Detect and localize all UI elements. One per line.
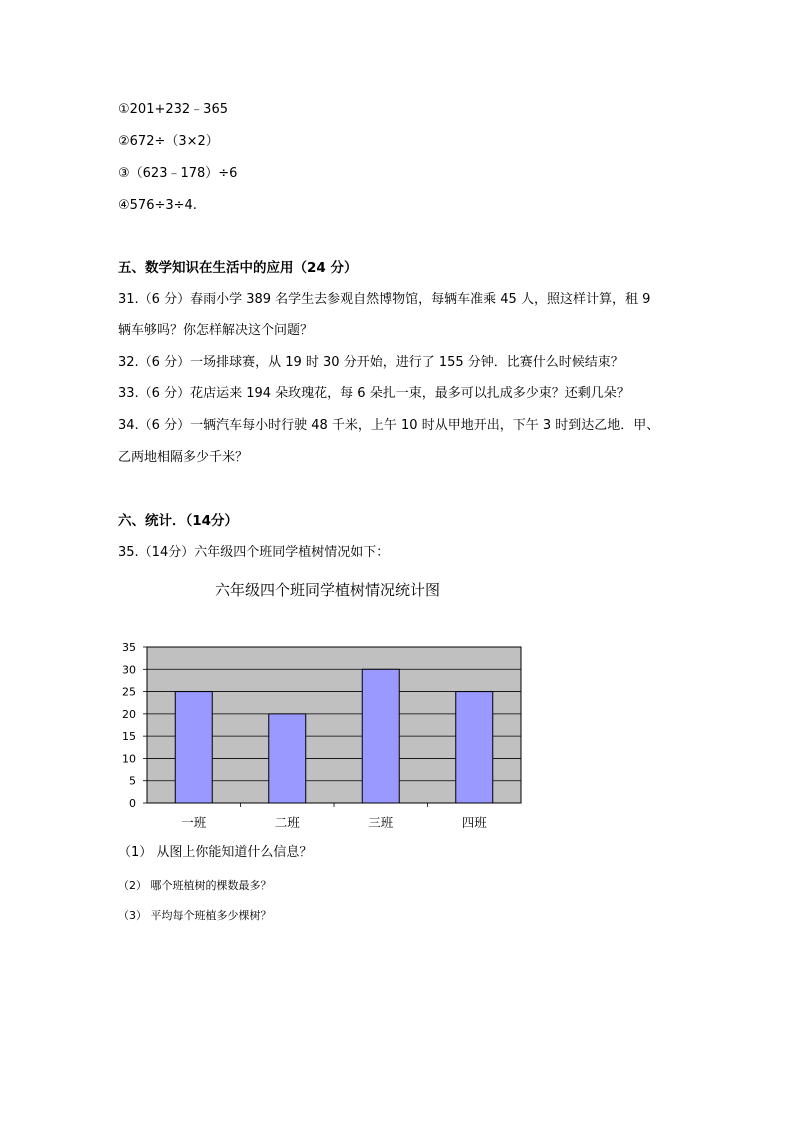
y-tick-label: 25 — [122, 685, 136, 699]
y-tick-label: 10 — [122, 752, 136, 766]
expression-4: ④576÷3÷4. — [118, 198, 197, 213]
y-tick-label: 35 — [122, 641, 136, 654]
x-category-label: 四班 — [461, 815, 487, 830]
y-tick-label: 20 — [122, 707, 136, 721]
bar-4 — [456, 692, 493, 803]
section-6-title: 六、统计．（14分） — [118, 513, 239, 529]
bar-2 — [269, 714, 306, 803]
x-category-label: 二班 — [274, 815, 300, 830]
y-tick-label: 0 — [129, 797, 136, 810]
expression-2: ②672÷（3×2） — [118, 134, 219, 149]
chart-title: 六年级四个班同学植树情况统计图 — [215, 581, 441, 599]
question-34-line-2: 乙两地相隔多少千米？ — [118, 450, 249, 465]
x-category-label: 一班 — [181, 815, 207, 830]
x-category-label: 三班 — [368, 815, 394, 830]
question-33: 33.（6 分）花店运来 194 朵玫瑰花，每 6 朵扎一束，最多可以扎成多少束？还剩几朵？ — [118, 386, 630, 401]
question-34-line-1: 34.（6 分）一辆汽车每小时行驶 48 千米，上午 10 时从甲地开出，下午 3 时到达乙地．甲、 — [118, 418, 660, 433]
y-tick-label: 30 — [122, 663, 136, 677]
question-35: 35.（14分）六年级四个班同学植树情况如下： — [118, 545, 390, 560]
question-32: 32.（6 分）一场排球赛，从 19 时 30 分开始，进行了 155 分钟．比赛什么时候结束？ — [118, 355, 624, 370]
sub-question-2: （2） 哪个班植树的棵数最多？ — [118, 879, 272, 892]
sub-question-3: （3） 平均每个班植多少棵树？ — [118, 909, 272, 922]
bar-3 — [362, 669, 399, 803]
question-31-line-1: 31.（6 分）春雨小学 389 名学生去参观自然博物馆，每辆车准乘 45 人，照这样计算，租 9 — [118, 292, 651, 307]
bar-1 — [175, 692, 212, 803]
y-tick-label: 15 — [122, 730, 136, 744]
expression-1: ①201+232﹣365 — [118, 102, 228, 117]
question-31-line-2: 辆车够吗？你怎样解决这个问题？ — [118, 323, 314, 338]
section-5-title: 五、数学知识在生活中的应用（24 分） — [118, 260, 358, 276]
expression-3: ③（623﹣178）÷6 — [118, 166, 238, 181]
sub-question-1: （1） 从图上你能知道什么信息？ — [118, 845, 313, 860]
y-tick-label: 5 — [129, 774, 136, 788]
